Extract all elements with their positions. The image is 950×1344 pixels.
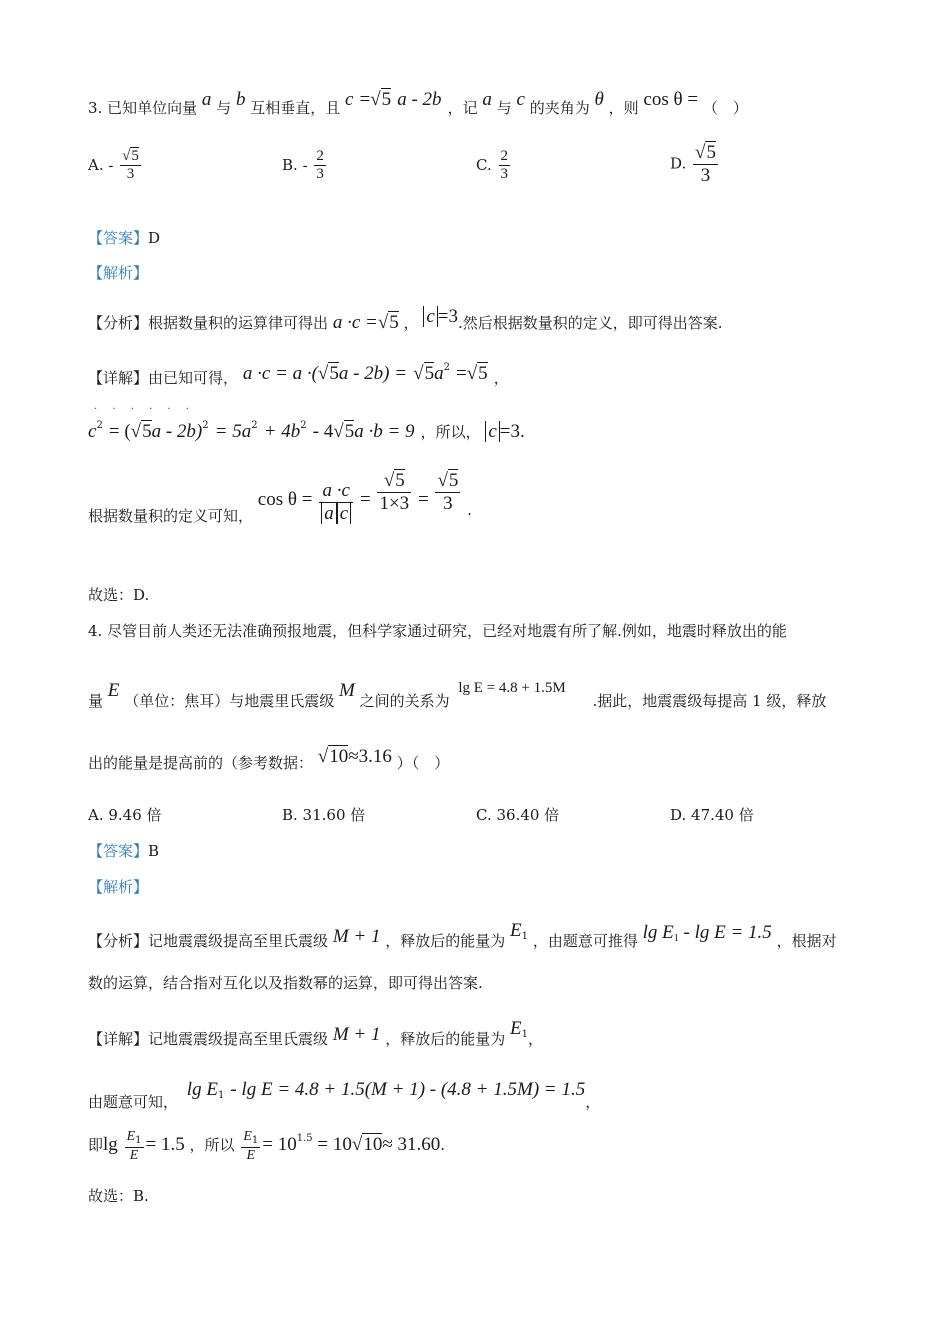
q4-option-b: B. 31.60 倍 (282, 806, 366, 824)
q4-option-d: D. 47.40 倍 (670, 806, 754, 824)
root-value: 5 (142, 421, 152, 442)
root-value: 5 (389, 312, 399, 333)
expr-part: = (455, 363, 467, 384)
option-fraction (499, 148, 511, 184)
comma: ， (403, 314, 419, 332)
frac-den: E (246, 1147, 256, 1163)
option-label: A. (88, 155, 104, 174)
theta-symbol: θ (594, 89, 604, 110)
c-squared-text: ，所以， (420, 423, 481, 441)
q4-option-c: C. 36.40 倍 (476, 806, 560, 824)
approx-value: ≈ 31.60 (382, 1133, 441, 1155)
xiangjie-text: 由已知可得， (148, 369, 239, 387)
frac-num: 5 (706, 142, 716, 163)
emphasis-dots: · · · · · · (94, 404, 195, 415)
option-label: D. (670, 154, 687, 173)
expr-part: - lg E = 4.8 + 1.5(M + 1) - (4.8 + 1.5M) = 1.5 (230, 1079, 586, 1100)
expr-part: - 4 (312, 421, 334, 442)
superscript: 2 (251, 420, 258, 431)
expr-part: + 4b (263, 421, 301, 442)
cond-root: 5 (381, 89, 392, 110)
q3-stem-text: ，记 (447, 99, 478, 117)
definition-text: 根据数量积的定义可知， (88, 506, 254, 525)
superscript: 2 (443, 362, 450, 373)
lg: lg (103, 1133, 118, 1155)
eq: = (417, 488, 429, 510)
answer-tag: 【答案】 (88, 229, 149, 247)
analysis-tag: 【解析】 (88, 878, 149, 896)
xiangjie-text: ，释放后的能量为 (385, 1030, 506, 1048)
q3-definition (88, 470, 472, 525)
q3-stem-text: 的夹角为 (529, 99, 590, 117)
xiangjie-text: 记地震震级提高至里氏震级 (148, 1030, 329, 1048)
expr-part: lg E (642, 922, 674, 943)
expr-part: = 10 (317, 1133, 352, 1155)
cos-fraction (319, 480, 353, 525)
q3-yu: 与 (496, 99, 512, 117)
q4-conclusion: 故选：B. (88, 1187, 149, 1205)
expr-part: = 5a (214, 421, 252, 442)
fenxi-tag: 【分析】 (88, 314, 149, 332)
q3-option-b (282, 148, 328, 184)
period: . (440, 1135, 446, 1154)
q4-option-a: A. 9.46 倍 (88, 806, 162, 824)
root-value: 10 (329, 746, 349, 767)
frac-den: E (129, 1147, 139, 1163)
option-fraction: $\frac{√5}{3}$ (122, 148, 139, 183)
analysis-tag: 【解析】 (88, 264, 149, 282)
answer-value: B (148, 842, 160, 860)
root-value: 5 (478, 363, 488, 384)
q4-stem-line1: 4. 尽管目前人类还无法准确预报地震，但科学家通过研究，已经对地震有所了解.例如，地震时释放出的能 (88, 622, 787, 640)
frac-den: 3 (126, 166, 135, 183)
q3-analysis-heading (88, 262, 148, 283)
expr-part: a - 2b) (151, 421, 203, 442)
abs-c: c (337, 503, 351, 524)
stem-text: .据此，地震震级每提高 1 级，释放 (592, 692, 827, 710)
frac-den: 3 (443, 492, 453, 514)
expr-part: a (434, 363, 444, 384)
xiangjie-tag: 【详解】 (88, 1030, 149, 1048)
period: . (467, 500, 472, 519)
frac-num: 5 (131, 148, 139, 164)
frac-num: E (243, 1129, 252, 1144)
abs-c: c (423, 306, 437, 327)
fenxi-text: 记地震震级提高至里氏震级 (148, 932, 329, 950)
ratio-fraction (125, 1128, 144, 1164)
cos-lhs: cos θ = (257, 488, 313, 510)
subscript: 1 (521, 1029, 529, 1040)
root-value: 5 (329, 363, 339, 384)
xiangjie-expr: $a \cdot c = a \cdot(√5a - 2b) = √5a^2 =√5$ (242, 362, 488, 384)
fenxi-text: 根据数量积的运算律可得出 (148, 314, 329, 332)
frac-den: 3 (500, 166, 508, 183)
vector-b: b (235, 89, 246, 110)
subscript: 1 (251, 1135, 259, 1146)
eq: = (359, 488, 371, 510)
superscript: 2 (300, 420, 307, 431)
frac-den: 3 (316, 166, 324, 183)
expr-part: = 10 (262, 1133, 297, 1155)
var-E: E (510, 1018, 522, 1039)
eq-value: = 1.5 (145, 1133, 185, 1155)
q3-xiangjie (88, 362, 509, 388)
option-sign: - (302, 157, 308, 174)
answer-paren: ）（ ） (396, 754, 450, 772)
q4-stem-line2 (88, 680, 826, 711)
answer-paren: （ ） (702, 99, 748, 117)
frac-den: 3 (700, 164, 711, 186)
cos-fraction-2: $\frac{√5}{1\times 3}$ (379, 470, 410, 514)
q3-fenxi: 【分析】根据数量积的运算律可得出 a ·c =√5 ， c =3.然后根据数量积的定义，即可得出答案. (88, 306, 723, 333)
subscript: 1 (217, 1090, 225, 1101)
vector-a: a (482, 89, 492, 110)
comma: ， (493, 369, 509, 387)
q3-condition: c =√5 a - 2b (345, 89, 442, 110)
approx-value: ≈3.16 (348, 746, 392, 767)
option-sign: - (108, 157, 114, 174)
xiangjie-text: ，所以 (189, 1135, 235, 1154)
cos-theta: cos θ = (643, 89, 699, 110)
expr-M1: M + 1 (332, 926, 381, 947)
frac-den (319, 503, 353, 525)
eq-value: =3. (499, 421, 525, 442)
q3-stem-text: 3. 已知单位向量 (88, 99, 198, 117)
superscript: 2 (202, 420, 209, 431)
q4-xiangjie (88, 1018, 543, 1049)
fenxi-text: ，根据对 (776, 932, 837, 950)
expr-part: c (88, 421, 97, 442)
vector-c: c (516, 89, 525, 110)
xiangjie-text: 即 (88, 1135, 104, 1154)
frac-num: a ·c (319, 480, 353, 503)
stem-text: 出的能量是提高前的（参考数据： (88, 754, 314, 772)
q4-fenxi-line2: 数的运算，结合指对互化以及指数幂的运算，即可得出答案. (88, 974, 483, 992)
xiangjie-text: 由题意可知， (88, 1093, 179, 1111)
fenxi-tag: 【分析】 (88, 932, 149, 950)
var-M: M (338, 680, 355, 701)
q4-fenxi (88, 920, 837, 951)
eq-value: =3 (437, 306, 458, 327)
cos-fraction-3: $\frac{√5}{3}$ (437, 470, 459, 514)
q3-stem-text: ，则 (608, 99, 639, 117)
var-E: E (107, 680, 120, 701)
c-squared-expr: $c^2 = (√5a - 2b)^2 = 5a^2 + 4b^2 - 4√5a \cdot b = 9$ (88, 420, 415, 442)
root-value: 5 (344, 421, 355, 442)
q3-option-a (88, 148, 143, 184)
stem-text: 量 (88, 692, 104, 710)
stem-text: 之间的关系为 (359, 692, 450, 710)
subscript: 1 (135, 1135, 142, 1146)
cond-c: c (345, 89, 354, 110)
xiangjie-tag: 【详解】 (88, 369, 149, 387)
expr-part: = ( (108, 421, 131, 442)
expr-part: a ·c = a ·( (242, 363, 318, 384)
stem-text: （单位：焦耳）与地震里氏震级 (124, 692, 335, 710)
expr-part: lg E (186, 1079, 218, 1100)
option-label: C. (476, 155, 492, 174)
subscript: 1 (673, 933, 679, 944)
q4-xiangjie-line2 (88, 1078, 600, 1112)
q3-option-c (476, 148, 512, 184)
cond-eq: = (359, 89, 371, 110)
var-E: E (510, 920, 522, 941)
expr-part: a ·b = 9 (354, 421, 415, 442)
option-label: B. (282, 155, 298, 174)
option-fraction: $\frac{√5}{3}$ (695, 142, 716, 186)
root-value: 5 (424, 363, 435, 384)
vector-a: a (201, 89, 212, 110)
q3-stem-text: 互相垂直，且 (250, 99, 341, 117)
q3-conclusion: 故选：D. (88, 586, 150, 604)
subscript: 1 (521, 931, 529, 942)
frac-num: 2 (314, 148, 326, 166)
comma: ， (528, 1030, 544, 1048)
comma: ， (585, 1093, 601, 1111)
q3-answer (88, 227, 160, 248)
expr-M1: M + 1 (332, 1024, 381, 1045)
abs-a: a (321, 503, 337, 524)
q4-answer (88, 840, 159, 861)
cond-rest: a - 2b (397, 89, 442, 110)
superscript: 2 (96, 420, 103, 431)
fenxi-expr: a ·c = (332, 312, 378, 333)
q3-stem (88, 88, 748, 118)
superscript: 1.5 (296, 1132, 313, 1144)
frac-den: 1×3 (379, 492, 410, 514)
answer-value: D (148, 229, 161, 247)
frac-num: E (126, 1129, 136, 1144)
option-fraction (314, 148, 326, 184)
q3-yu: 与 (216, 99, 232, 117)
expr-part: a - 2b) = (338, 363, 408, 384)
frac-num: 5 (395, 470, 405, 491)
abs-c: c (485, 421, 499, 442)
answer-tag: 【答案】 (88, 842, 149, 860)
energy-formula: lg E = 4.8 + 1.5M (458, 680, 566, 696)
q4-stem-line3: 出的能量是提高前的（参考数据： √10≈3.16 ）（ ） (88, 746, 450, 772)
frac-num: 2 (499, 148, 511, 166)
fenxi-text: ，释放后的能量为 (385, 932, 506, 950)
frac-num: 5 (448, 470, 459, 491)
q3-c-squared (88, 420, 525, 443)
q4-analysis-heading (88, 876, 148, 897)
q3-option-d (670, 142, 720, 187)
q4-xiangjie-line3: 即lg $\frac{E_1}{E}$ = 1.5 ，所以 $\frac{E_1}{E}$ = $10^{1.5} = 10√10\approx 31.60$. (88, 1129, 446, 1163)
fenxi-text: ，由题意可推得 (532, 932, 638, 950)
root-value: 10 (363, 1133, 383, 1155)
ratio-fraction-2 (241, 1128, 260, 1164)
fenxi-text: .然后根据数量积的定义，即可得出答案. (458, 314, 723, 332)
expr-part: - lg E = 1.5 (683, 922, 772, 943)
